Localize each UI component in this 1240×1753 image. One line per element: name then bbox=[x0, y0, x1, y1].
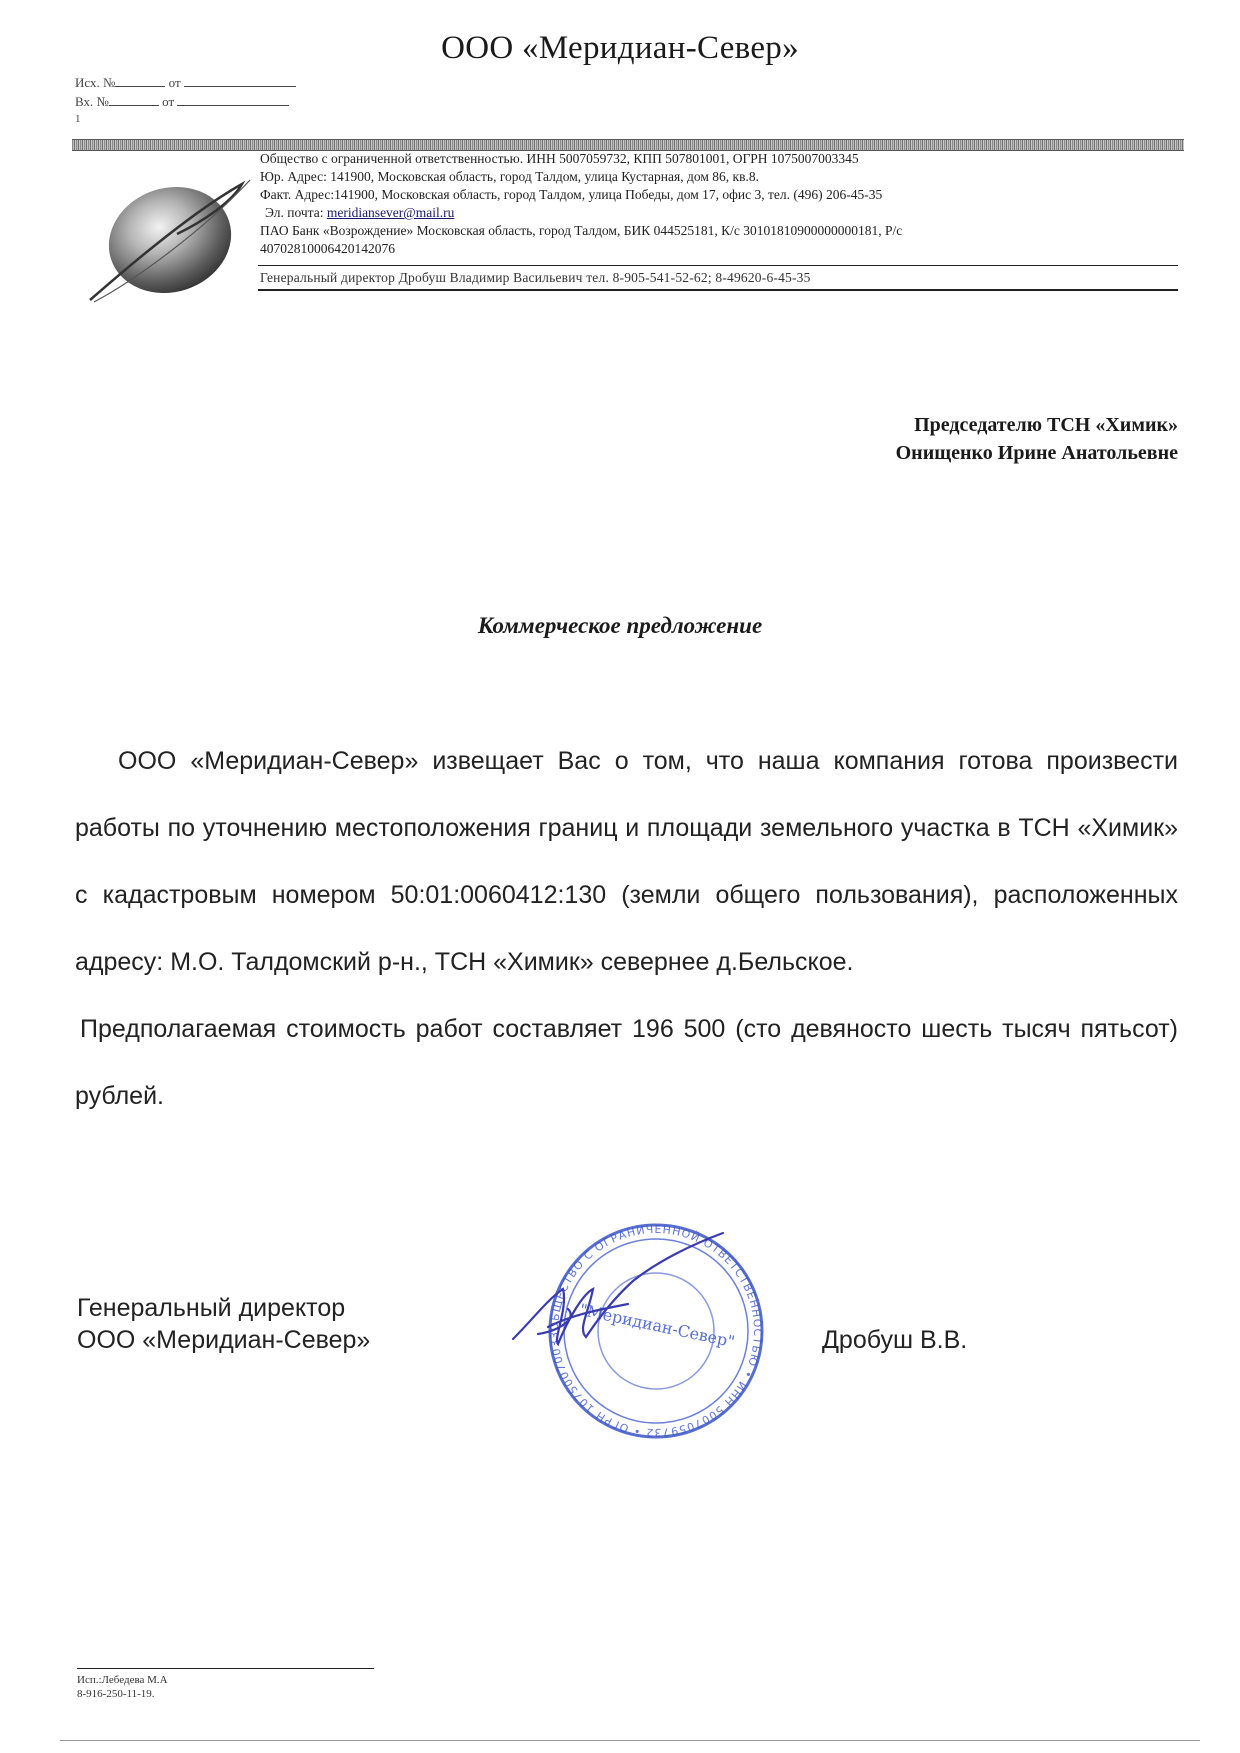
incoming-date-label: от bbox=[162, 94, 175, 109]
signatory-name: Дробуш В.В. bbox=[822, 1326, 968, 1354]
addressee-line-1: Председателю ТСН «Химик» bbox=[914, 414, 1178, 436]
outgoing-label: Исх. № bbox=[75, 75, 116, 90]
incoming-number-blank bbox=[109, 95, 159, 106]
addressee-line-2: Онищенко Ирине Анатольевне bbox=[895, 442, 1178, 464]
signatory-position-line-1: Генеральный директор bbox=[77, 1294, 346, 1322]
incoming-date-blank bbox=[177, 95, 289, 106]
requisites-line-6: 40702810006420142076 bbox=[260, 241, 395, 256]
footer-executor: Исп.:Лебедева М.А bbox=[77, 1674, 168, 1686]
requisites-line-3: Факт. Адрес:141900, Московская область, город Талдом, улица Победы, дом 17, офис 3, тел. (496) 206-45-35 bbox=[260, 187, 883, 202]
incoming-number-line bbox=[75, 94, 289, 110]
body-paragraph-2: Предполагаемая стоимость работ составляет 196 500 (сто девяносто шесть тысяч пятьсот) рублей. bbox=[75, 1015, 1178, 1110]
letterhead-bottom-divider bbox=[258, 289, 1178, 291]
requisites-line-5: ПАО Банк «Возрождение» Московская область, город Талдом, БИК 044525181, К/с 30101810900000000181, Р/с bbox=[260, 223, 903, 238]
email-link[interactable]: meridiansever@mail.ru bbox=[326, 205, 455, 220]
seal-ring-text: ОБЩЕСТВО С ОГРАНИЧЕННОЙ ОТВЕТСТВЕННОСТЬЮ • ИНН 5007059732 • ОГРН 10750070033 bbox=[547, 1222, 765, 1439]
requisites-email-line bbox=[265, 204, 454, 221]
body-paragraph-1: ООО «Меридиан-Север» извещает Вас о том, что наша компания готова произвести работы по уточнению местоположения границ и площади земельного участка в ТСН «Химик» с кадастровым номером 50:01:0060412:130 (земли общего пользования), расположенных адресу: М.О. Талдомский р-н., ТСН «Химик» севернее д.Бельское. bbox=[75, 747, 1178, 976]
footer-divider bbox=[77, 1668, 374, 1669]
page-bottom-edge bbox=[60, 1740, 1200, 1741]
company-seal bbox=[508, 1219, 768, 1439]
document-heading: Коммерческое предложение bbox=[477, 613, 763, 638]
seal-center-text: "Меридиан-Север" bbox=[577, 1299, 737, 1352]
small-mark: 1 bbox=[75, 113, 81, 125]
requisites-line-1: Общество с ограниченной ответственностью. ИНН 5007059732, КПП 507801001, ОГРН 1075007003345 bbox=[260, 151, 859, 166]
company-logo-icon bbox=[82, 172, 252, 307]
outgoing-number-line bbox=[75, 75, 296, 91]
footer-phone: 8-916-250-11-19. bbox=[77, 1688, 155, 1700]
outgoing-date-blank bbox=[184, 76, 296, 87]
email-label: Эл. почта: bbox=[265, 205, 324, 220]
company-title: ООО «Меридиан-Север» bbox=[441, 30, 799, 66]
addressee-block bbox=[896, 411, 1178, 467]
outgoing-number-blank bbox=[115, 76, 165, 87]
document-body bbox=[75, 728, 1178, 1130]
director-contact-line: Генеральный директор Дробуш Владимир Васильевич тел. 8-905-541-52-62; 8-49620-6-45-35 bbox=[260, 270, 811, 285]
outgoing-date-label: от bbox=[168, 75, 181, 90]
incoming-label: Вх. № bbox=[75, 94, 109, 109]
requisites-divider bbox=[258, 265, 1178, 266]
signatory-position-line-2: ООО «Меридиан-Север» bbox=[77, 1326, 371, 1354]
requisites-line-2: Юр. Адрес: 141900, Московская область, город Талдом, улица Кустарная, дом 86, кв.8. bbox=[260, 169, 759, 184]
